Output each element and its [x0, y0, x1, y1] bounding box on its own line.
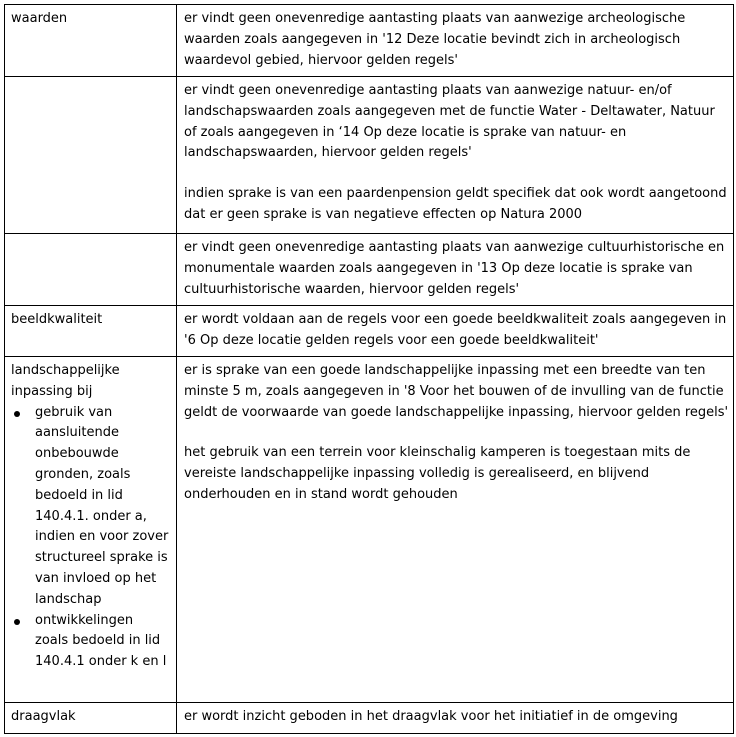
bullet-list: [11, 403, 170, 673]
row-label-waarden: waarden: [5, 5, 177, 77]
list-item: [11, 403, 170, 611]
row-text: [177, 77, 734, 234]
bullet-icon: [14, 411, 20, 417]
row-label-empty: [5, 234, 177, 306]
paragraph: er wordt voldaan aan de regels voor een goede beeldkwaliteit zoals aangegeven in '6 Op deze locatie gelden regels voor een goede beeldkwaliteit': [184, 312, 727, 348]
row-label-draagvlak: draagvlak: [5, 703, 177, 734]
row-label-beeldkwaliteit: beeldkwaliteit: [5, 306, 177, 357]
list-item: [11, 611, 170, 673]
table-row: [5, 306, 734, 357]
paragraph: indien sprake is van een paardenpension geldt specifiek dat ook wordt aangetoond dat er geen sprake is van negatieve effecten op Natura 2000: [184, 186, 727, 222]
paragraph: er vindt geen onevenredige aantasting plaats van aanwezige archeologische waarden zoals aangegeven in '12 Deze locatie bevindt zich in archeologisch waardevol gebied, hiervoor gelden regels': [184, 11, 686, 68]
table-row: [5, 234, 734, 306]
bullet-icon: [14, 619, 20, 625]
row-text: [177, 306, 734, 357]
regels-table: [4, 4, 734, 734]
list-item-text: gebruik van aansluitende onbebouwde gronden, zoals bedoeld in lid 140.4.1. onder a, indien en voor zover structureel sprake is van invloed op het landschap: [35, 404, 169, 607]
label-heading: landschappelijke inpassing bij: [11, 363, 120, 399]
row-label-landschappelijke-inpassing: [5, 357, 177, 703]
paragraph: het gebruik van een terrein voor kleinschalig kamperen is toegestaan mits de vereiste landschappelijke inpassing volledig is gerealiseerd, en blijvend onderhouden en in stand wordt gehouden: [184, 445, 691, 502]
list-item-text: ontwikkelingen zoals bedoeld in lid 140.4.1 onder k en l: [35, 612, 167, 670]
row-text: [177, 5, 734, 77]
table-row: [5, 77, 734, 234]
paragraph: er wordt inzicht geboden in het draagvlak voor het initiatief in de omgeving: [184, 709, 678, 724]
table-row: [5, 357, 734, 703]
paragraph: er vindt geen onevenredige aantasting plaats van aanwezige cultuurhistorische en monumentale waarden zoals aangegeven in '13 Op deze locatie is sprake van cultuurhistorische waarden, hiervoor gelden regels': [184, 240, 725, 297]
row-label-empty: [5, 77, 177, 234]
row-text: [177, 357, 734, 703]
row-text: [177, 234, 734, 306]
table-row: [5, 703, 734, 734]
paragraph: er is sprake van een goede landschappelijke inpassing met een breedte van ten minste 5 m, zoals aangegeven in '8 Voor het bouwen of de invulling van de functie geldt de voorwaarde van goede landschappelijke inpassing, hiervoor gelden regels': [184, 363, 729, 420]
table-row: [5, 5, 734, 77]
row-text: [177, 703, 734, 734]
paragraph: er vindt geen onevenredige aantasting plaats van aanwezige natuur- en/of landschapswaarden zoals aangegeven met de functie Water - Deltawater, Natuur of zoals aangegeven in ‘14 Op deze locatie is sprake van natuur- en landschapswaarden, hiervoor gelden regels': [184, 83, 715, 161]
